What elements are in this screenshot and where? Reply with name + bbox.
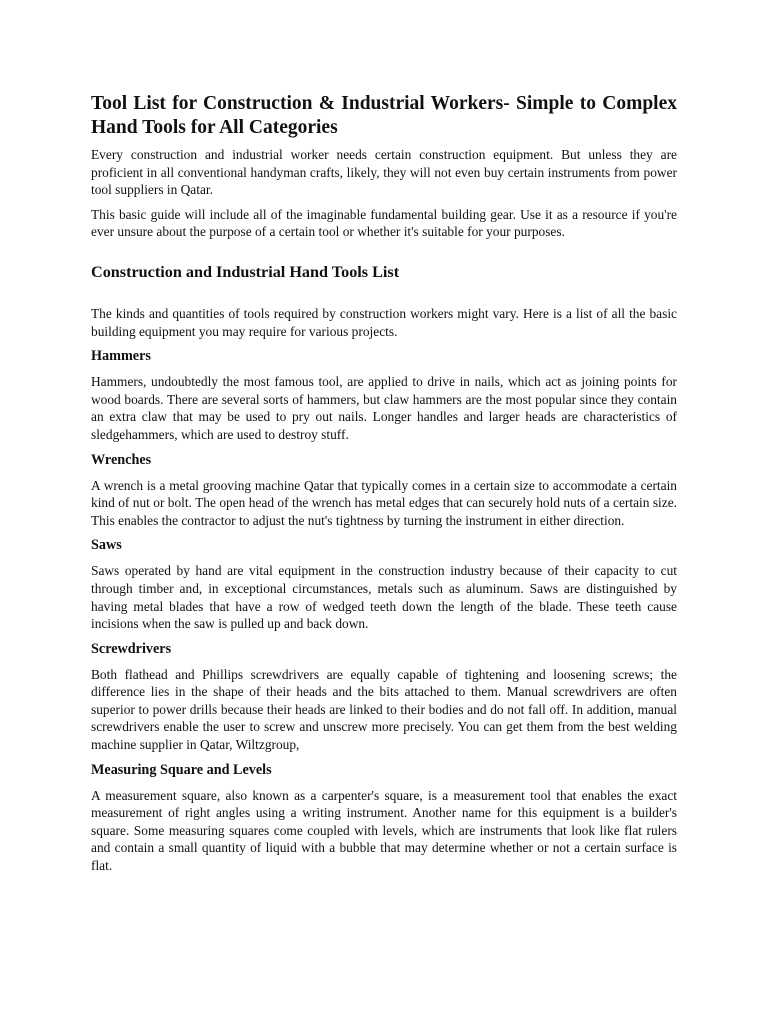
intro-paragraph-2: This basic guide will include all of the imaginable fundamental building gear. Use it as a resource if you're ever unsure about the purpose of a certain tool or whether it's suitable for your purposes.	[91, 206, 677, 240]
section-intro-paragraph: The kinds and quantities of tools required by construction workers might vary. Here is a list of all the basic building equipment you may require for various projects.	[91, 305, 677, 339]
saws-paragraph: Saws operated by hand are vital equipment in the construction industry because of their capacity to cut through timber and, in exceptional circumstances, metals such as aluminum. Saws are distinguished by having metal blades that have a row of wedged teeth down the length of the blade. These teeth cause incisions when the saw is pulled up and back down.	[91, 563, 677, 632]
wrenches-paragraph: A wrench is a metal grooving machine Qatar that typically comes in a certain size to accommodate a certain kind of nut or bolt. The open head of the wrench has metal edges that can securely hold nuts of a certain size. This enables the contractor to adjust the nut's tightness by turning the instrument in either direction.	[91, 477, 677, 528]
section-measuring-square	[91, 761, 677, 875]
hammers-heading: Hammers	[91, 348, 151, 365]
section-wrenches	[91, 451, 677, 530]
section-heading: Construction and Industrial Hand Tools List	[91, 262, 400, 281]
document-title: Tool List for Construction & Industrial Workers- Simple to Complex Hand Tools for All Categories	[91, 93, 677, 138]
intro-paragraph-1: Every construction and industrial worker needs certain construction equipment. But unless they are proficient in all conventional handyman crafts, likely, they will not even buy certain instruments from power tool suppliers in Qatar.	[91, 147, 677, 198]
screwdrivers-heading: Screwdrivers	[91, 640, 172, 657]
measuring-square-heading: Measuring Square and Levels	[91, 761, 272, 778]
saws-heading: Saws	[91, 537, 122, 554]
section-saws	[91, 536, 677, 632]
hammers-paragraph: Hammers, undoubtedly the most famous tool, are applied to drive in nails, which act as joining points for wood boards. There are several sorts of hammers, but claw hammers are the most popular since they contain an extra claw that may be used to pry out nails. Longer handles and larger heads are characteristics of sledgehammers, which are used to destroy stuff.	[91, 374, 677, 442]
document-page	[91, 92, 677, 882]
screwdrivers-paragraph: Both flathead and Phillips screwdrivers are equally capable of tightening and loosening screws; the difference lies in the shape of their heads and the bits attached to them. Manual screwdrivers are often superior to power drills because their heads are linked to their bodies and do not fall off. In addition, manual screwdrivers enable the user to screw and unscrew more precisely. You can get them from the best welding machine supplier in Qatar, Wiltzgroup,	[91, 666, 677, 753]
section-hammers	[91, 347, 677, 443]
wrenches-heading: Wrenches	[91, 451, 152, 468]
section-screwdrivers	[91, 640, 677, 754]
measuring-square-paragraph: A measurement square, also known as a carpenter's square, is a measurement tool that enables the exact measurement of right angles using a writing instrument. Another name for this equipment is a builder's square. Some measuring squares come coupled with levels, which are instruments that look like flat rulers and contain a small quantity of liquid with a bubble that may determine whether or not a certain surface is flat.	[91, 787, 677, 874]
